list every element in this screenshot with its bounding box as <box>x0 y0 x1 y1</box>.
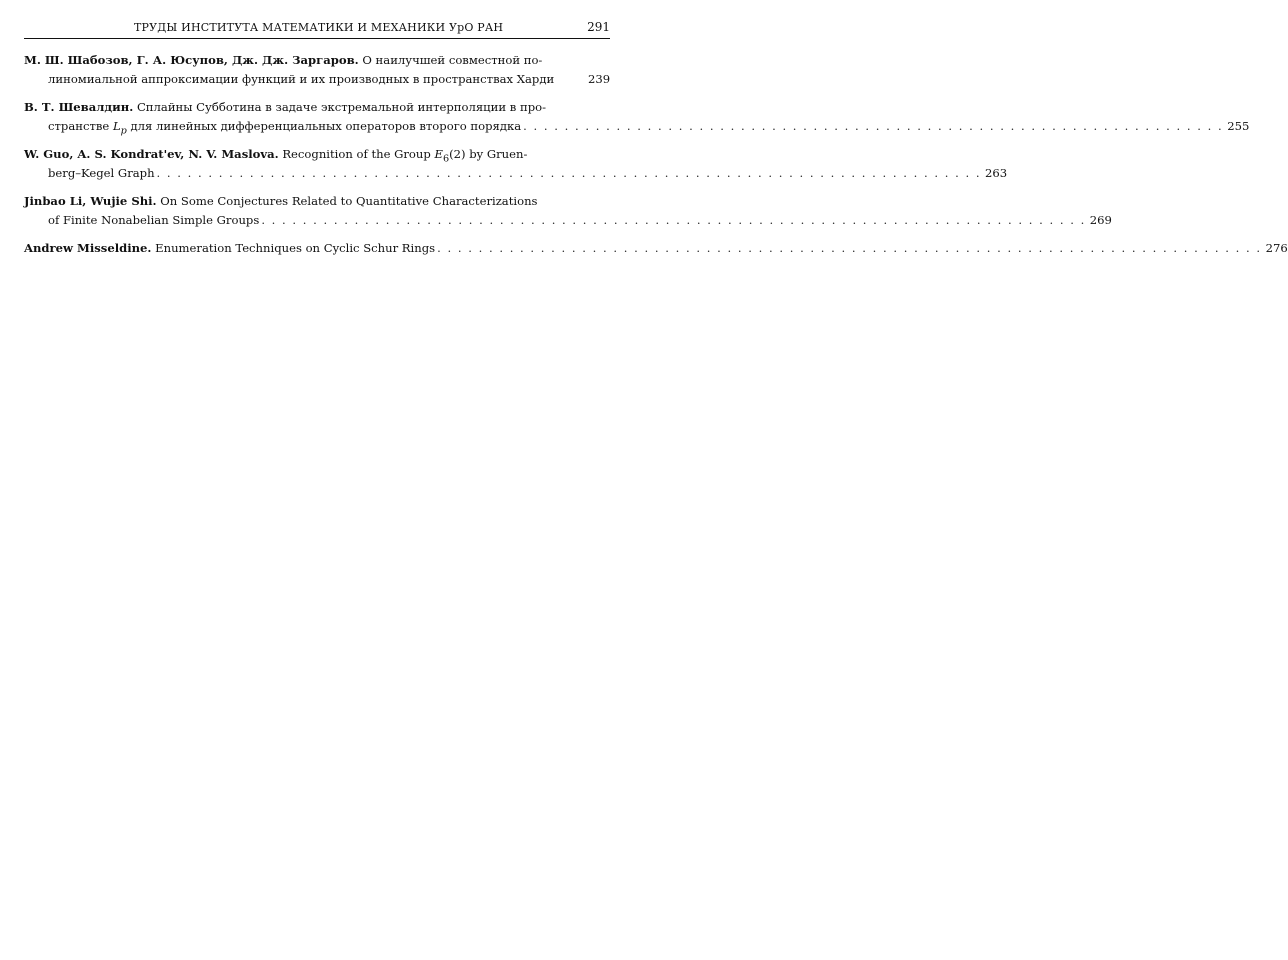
toc-entry-line <box>24 98 610 117</box>
toc-entry-line <box>24 70 610 89</box>
toc-entry <box>24 145 1008 183</box>
page-number: 291 <box>587 20 610 34</box>
toc-entry <box>24 239 1288 258</box>
entry-title: On Some Conjectures Related to Quantitative Characterizations <box>160 194 538 208</box>
toc-entry-line <box>24 192 610 211</box>
entry-authors: Jinbao Li, Wujie Shi. <box>24 194 157 208</box>
entry-title-continued: странстве $L_p$ для линейных дифференциальных операторов второго порядка <box>48 119 522 137</box>
journal-title: ТРУДЫ ИНСТИТУТА МАТЕМАТИКИ И МЕХАНИКИ УрО РАН <box>134 21 504 34</box>
toc-entry-line <box>24 239 1288 258</box>
entry-title-continued: of Finite Nonabelian Simple Groups <box>48 213 260 227</box>
entry-title: Recognition of the Group $E_6(2)$ by Gruen- <box>282 147 528 165</box>
entry-authors: М. Ш. Шабозов, Г. А. Юсупов, Дж. Дж. Заргаров. <box>24 53 359 67</box>
entry-authors: Andrew Misseldine. <box>24 241 152 255</box>
toc-entry-line <box>24 145 610 164</box>
entry-page: 276 <box>1265 241 1288 255</box>
entry-title: О наилучшей совместной по- <box>362 53 543 67</box>
entry-title-continued: berg–Kegel Graph <box>48 166 155 180</box>
entry-page: 239 <box>588 72 611 86</box>
entry-title-continued: линомиальной аппроксимации функций и их производных в пространствах Харди <box>48 72 555 86</box>
dot-leader: . . . . . . . . . . . . . . . . . . . . . . . . . . . . . . . . . . . . . . . . . . . . . . . . . . . . . . . . . . . . . . . . . . . . . . . . . . . . . . . . <box>261 213 1086 227</box>
entry-page: 263 <box>985 166 1008 180</box>
toc-entry <box>24 98 1250 137</box>
entry-page: 269 <box>1089 213 1112 227</box>
toc-entry-line <box>24 51 610 70</box>
toc-entry-line <box>24 117 1250 137</box>
toc-entry <box>24 51 610 89</box>
entry-title: Сплайны Субботина в задаче экстремальной интерполяции в про- <box>136 100 547 114</box>
entry-title: Andrew Misseldine. Enumeration Techniques on Cyclic Schur Rings <box>24 241 436 255</box>
dot-leader: . . . . . . . . . . . . . . . . . . . . . . . . . . . . . . . . . . . . . . . . . . . . . . . . . . . . . . . . . . . . . . . . . . . . <box>523 119 1224 133</box>
entry-page: 255 <box>1227 119 1250 133</box>
entry-authors: В. Т. Шевалдин. <box>24 100 134 114</box>
dot-leader: . . . . . . . . . . . . . . . . . . . . . . . . . . . . . . . . . . . . . . . . . . . . . . . . . . . . . . . . . . . . . . . . . . . . . . . . . . . . . . . . <box>437 241 1262 255</box>
entry-authors: W. Guo, A. S. Kondrat'ev, N. V. Maslova. <box>24 147 279 161</box>
toc-entry <box>24 192 1112 230</box>
toc-entry-line <box>24 211 1112 230</box>
dot-leader: . . . . . . . . . . . . . . . . . . . . . . . . . . . . . . . . . . . . . . . . . . . . . . . . . . . . . . . . . . . . . . . . . . . . . . . . . . . . . . . . <box>156 166 982 180</box>
table-of-contents <box>24 51 1288 267</box>
toc-entry-line <box>24 164 1008 183</box>
running-header <box>24 20 610 39</box>
